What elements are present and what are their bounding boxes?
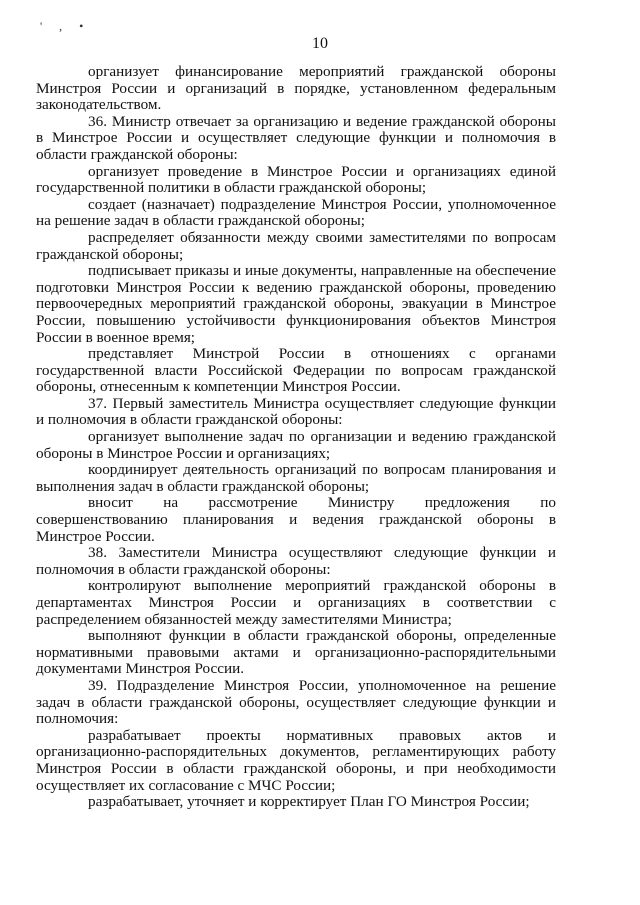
document-body [36,64,556,811]
paragraph: 39. Подразделение Минстроя России, уполномоченное на решение задач в области гражданской обороны, осуществляет следующие функции и полномочия: [36,676,556,728]
paragraph: представляет Минстрой России в отношениях с органами государственной власти Российской Федерации по вопросам гражданской обороны, отнесенным к компетенции Минстроя России. [36,345,556,396]
paragraph: подписывает приказы и иные документы, направленные на обеспечение подготовки Минстроя России к ведению гражданской обороны, проведению первоочередных мероприятий гражданской обороны, эвакуации в Минстрое России, повышению устойчивости функционирования объектов Минстроя России в военное время; [36,262,556,346]
paragraph: выполняют функции в области гражданской обороны, определенные нормативными правовыми актами и организационно-распорядительными документами Минстроя России. [36,627,556,678]
paragraph: 38. Заместители Министра осуществляют следующие функции и полномочия в области гражданской обороны: [36,544,556,578]
paragraph: 37. Первый заместитель Министра осуществляет следующие функции и полномочия в области гражданской обороны: [36,394,556,429]
paragraph: организует проведение в Минстрое России и организациях единой государственной политики в области гражданской обороны; [36,162,556,197]
paragraph: организует выполнение задач по организации и ведению гражданской обороны в Минстрое России и организациях; [36,428,556,462]
paragraph: разрабатывает, уточняет и корректирует План ГО Минстроя России; [88,793,530,811]
page-number: 10 [312,35,328,52]
paragraph: распределяет обязанности между своими заместителями по вопросам гражданской обороны; [36,228,556,263]
paragraph: 36. Министр отвечает за организацию и ведение гражданской обороны в Минстрое России и осуществляет следующие функции и полномочия в области гражданской обороны: [36,112,556,163]
paragraph: разрабатывает проекты нормативных правовых актов и организационно-распорядительных документов, регламентирующих работу Минстроя России в области гражданской обороны, и при необходимости осуществляет их согласование с МЧС России; [36,726,556,794]
paragraph: координирует деятельность организаций по вопросам планирования и выполнения задач в области гражданской обороны; [36,461,556,495]
scan-marks: ' , • [40,19,91,33]
paragraph: организует финансирование мероприятий гражданской обороны Минстроя России и организаций в порядке, установленном федеральным законодательством. [36,63,556,114]
paragraph: вносит на рассмотрение Министру предложения по совершенствованию планирования и ведения гражданской обороны в Минстрое России. [36,494,556,545]
paragraph: создает (назначает) подразделение Минстроя России, уполномоченное на решение задач в области гражданской обороны; [36,195,556,230]
paragraph: контролируют выполнение мероприятий гражданской обороны в департаментах Минстроя России и организациях в соответствии с распределением обязанностей между заместителями Министра; [36,577,556,628]
